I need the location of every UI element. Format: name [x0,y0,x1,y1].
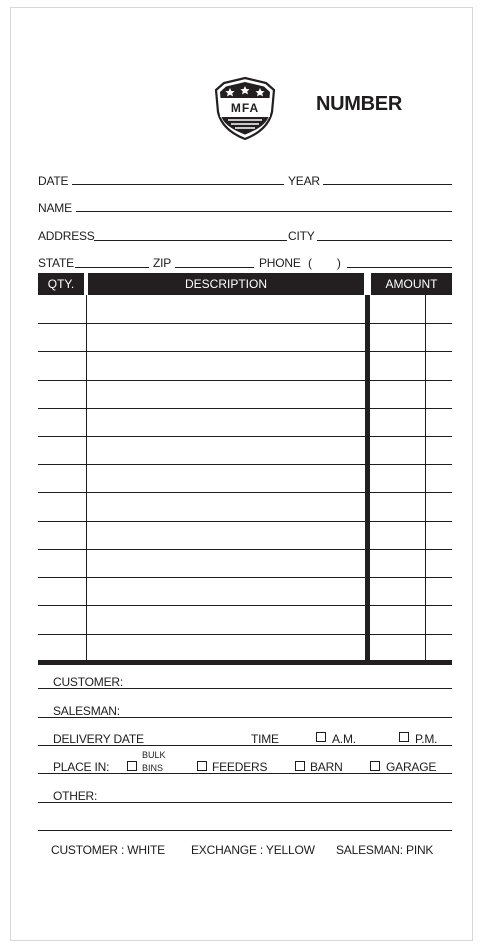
customer-copy-label: CUSTOMER : WHITE [51,843,165,857]
barn-checkbox[interactable] [295,761,305,771]
mfa-shield-logo [214,76,276,142]
bulk-bins-checkbox[interactable] [127,761,137,771]
table-row[interactable] [38,323,452,324]
year-label: YEAR [288,174,320,188]
amount-column-header: AMOUNT [371,273,452,295]
salesman-field[interactable] [38,717,452,718]
table-row[interactable] [38,577,452,578]
table-row[interactable] [38,408,452,409]
place-in-rule [38,773,452,774]
state-field[interactable] [75,267,149,268]
table-bottom-rule [38,660,452,665]
bins-label: BINS [142,763,164,773]
state-label: STATE [38,256,74,270]
other-field-second-line[interactable] [38,830,452,831]
address-label: ADDRESS [38,229,95,243]
name-label: NAME [38,201,72,215]
logo-text: MFA [230,101,260,115]
phone-field[interactable] [347,267,452,268]
address-field[interactable] [94,240,287,241]
time-label: TIME [251,732,279,746]
garage-checkbox[interactable] [370,761,380,771]
pm-label: P.M. [415,732,438,746]
year-field[interactable] [323,184,452,185]
phone-label: PHONE [259,256,301,270]
delivery-date-field[interactable] [38,745,452,746]
table-row[interactable] [38,436,452,437]
salesman-label: SALESMAN: [53,704,120,718]
table-row[interactable] [38,549,452,550]
date-field[interactable] [72,184,284,185]
name-field[interactable] [76,211,452,212]
qty-column-header: QTY. [38,273,84,295]
barn-label: BARN [310,760,343,774]
pm-checkbox[interactable] [399,732,409,742]
other-label: OTHER: [53,789,98,803]
place-in-label: PLACE IN: [53,760,110,774]
table-row[interactable] [38,351,452,352]
customer-field[interactable] [38,688,452,689]
salesman-copy-label: SALESMAN: PINK [336,843,434,857]
table-row[interactable] [38,605,452,606]
zip-field[interactable] [175,267,254,268]
am-checkbox[interactable] [316,732,326,742]
am-label: A.M. [332,732,356,746]
table-row[interactable] [38,492,452,493]
date-label: DATE [38,174,69,188]
number-label: NUMBER [316,93,402,115]
customer-label: CUSTOMER: [53,675,123,689]
table-row[interactable] [38,634,452,635]
phone-area-code-parens: ( ) [308,256,341,270]
delivery-date-label: DELIVERY DATE [53,732,144,746]
table-row[interactable] [38,380,452,381]
other-field[interactable] [38,802,452,803]
garage-label: GARAGE [386,760,437,774]
city-field[interactable] [317,240,452,241]
city-label: CITY [288,229,315,243]
exchange-copy-label: EXCHANGE : YELLOW [191,843,315,857]
description-column-header: DESCRIPTION [88,273,364,295]
feeders-checkbox[interactable] [197,761,207,771]
zip-label: ZIP [153,256,172,270]
feeders-label: FEEDERS [212,760,268,774]
table-row[interactable] [38,464,452,465]
bulk-label: BULK [142,750,166,760]
table-row[interactable] [38,521,452,522]
